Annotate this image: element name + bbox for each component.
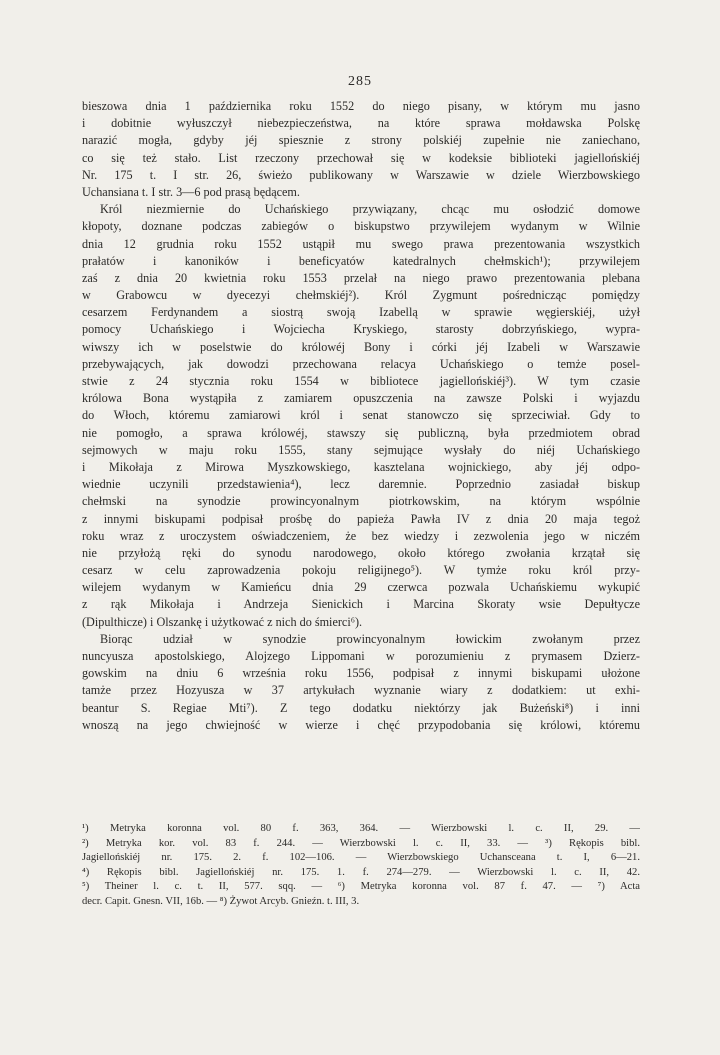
body-line: i dobitnie wyłuszczył niebezpieczeństwa, na które sprawa mołdawska Polskę (82, 116, 640, 131)
body-line: z innymi biskupami podpisał prośbę do papieża Pawła IV z dnia 20 maja tegoż (82, 511, 640, 526)
body-line: królowa Bona wystąpiła z zamiarem opuszczenia na zawsze Polski i wyjazdu (82, 391, 640, 406)
body-line: bieszowa dnia 1 października roku 1552 do niego pisany, w którym mu jasno (82, 99, 640, 113)
body-line: Biorąc udział w synodzie prowincyonalnym łowickim zwołanym przez (100, 631, 640, 646)
footnote-line: ¹) Metryka koronna vol. 80 f. 363, 364. — Wierzbowski l. c. II, 29. — (82, 823, 640, 834)
body-line: wiednie uczynili przedstawienia⁴), lecz daremnie. Poprzednio zasiadał biskup (82, 477, 640, 492)
body-line: wiwszy ich w poselstwie do królowéj Bony i córki jéj Izabeli w Warszawie (82, 339, 640, 354)
body-line: beantur S. Regiae Mti⁷). Z tego dodatku niektórzy jak Bużeński⁸) i inni (82, 700, 640, 715)
body-line: tamże przez Hozyusza w 37 artykułach wyznanie wiary z dodatkiem: ut exhi- (82, 683, 640, 698)
body-line: kłopoty, doznane podczas zabiegów o biskupstwo przywilejem wydanym w Wilnie (82, 219, 640, 234)
body-line: stwie z 24 stycznia roku 1554 w bibliotece jagiellońskiéj³). W tym czasie (82, 374, 640, 388)
body-line: gowskim na dniu 6 września roku 1556, podpisał z innymi biskupami ułożone (82, 666, 640, 681)
page-number: 285 (348, 74, 372, 89)
body-line: wilejem wydanym w Kamieńcu dnia 29 czerwca pozwala Uchańskiemu wykupić (82, 580, 640, 595)
body-line: przebywających, jak dowodzi przechowana relacya Uchańskiego o temże posel- (82, 356, 640, 371)
body-line: do Włoch, któremu zamiarowi król i senat stanowczo się sprzeciwiał. Gdy to (82, 408, 640, 423)
footnote-line: ⁴) Rękopis bibl. Jagiellońskiéj nr. 175. 1. f. 274—279. — Wierzbowski l. c. II, 42. (82, 866, 640, 878)
body-line: Król niezmiernie do Uchańskiego przywiązany, chcąc mu osłodzić domowe (100, 202, 640, 217)
body-line: Nr. 175 t. I str. 26, świeżo publikowany w Warszawie w dziele Wierzbowskiego (82, 167, 640, 182)
footnote-line: ⁵) Theiner l. c. t. II, 577. sqq. — ⁶) Metryka koronna vol. 87 f. 47. — ⁷) Acta (82, 881, 640, 893)
footnotes (82, 822, 640, 910)
body-line: sejmowych w maju roku 1555, stany sejmujące wysłały do niéj Uchańskiego (82, 442, 640, 457)
body-line: dnia 12 grudnia roku 1552 ustąpił mu swego prawa prezentowania wszystkich (82, 236, 640, 251)
body-line: nie pomogło, a sprawa królowéj, stawszy się publiczną, była przedmiotem obrad (82, 425, 640, 440)
body-line: i Mikołaja z Mirowa Myszkowskiego, kasztelana wojnickiego, aby jéj odpo- (82, 459, 640, 474)
body-line: nie przyłożą ręki do synodu narodowego, około którego zwołania krzątał się (82, 545, 640, 560)
body-line: cesarz w celu zaprowadzenia pokoju religijnego⁵). W tymże roku król przy- (82, 563, 640, 578)
body-line: prałatów i kanoników i beneficyatów katedralnych chełmskich¹); przywilejem (82, 253, 640, 268)
body-line: (Dipulthicze) i Olszankę i użytkować z nich do śmierci⁶). (82, 614, 363, 629)
body-line: Uchansiana t. I str. 3—6 pod prasą będącem. (82, 184, 300, 199)
footnote-line: ²) Metryka kor. vol. 83 f. 244. — Wierzbowski l. c. II, 33. — ³) Rękopis bibl. (82, 837, 640, 849)
body-line: chełmski na synodzie prowincyonalnym piotrkowskim, na którym wspólnie (82, 494, 640, 509)
footnote-line: decr. Capit. Gnesn. VII, 16b. — ⁸) Żywot Arcyb. Gnieźn. t. III, 3. (82, 895, 360, 907)
body-line: zaś z dnia 20 kwietnia roku 1553 przelał na niego prawo prezentowania plebana (82, 270, 640, 285)
body-line: z rąk Mikołaja i Andrzeja Sienickich i Marcina Skoraty wsie Depułtycze (82, 597, 640, 612)
body-line: w Grabowcu w dyecezyi chełmskiéj²). Król Zygmunt pośrednicząc pomiędzy (82, 288, 640, 303)
body-line: pomocy Uchańskiego i Wojciecha Kryskiego, starosty dobrzyńskiego, wypra- (82, 322, 640, 337)
body-line: roku wraz z uroczystem oświadczeniem, że bez wiedzy i zezwolenia jego w niczém (82, 528, 640, 543)
body-line: co się też stało. List rzeczony przechował się w kodeksie biblioteki jagiellońskiéj (82, 150, 640, 165)
body-line: cesarzem Ferdynandem a siostrą swoją Izabellą w sprawie węgierskiéj, użył (82, 305, 640, 320)
body-line: narazić mogła, gdyby jéj spiesznie z strony polskiéj zupełnie nie zaniechano, (82, 133, 640, 148)
body-line: wnoszą na jego chwiejność w wierze i chęć przypodobania się królowi, któremu (82, 717, 640, 732)
body-line: nuncyusza apostolskiego, Alojzego Lippomani w porozumieniu z prymasem Dzierz- (82, 649, 640, 663)
footnote-line: Jagiellońskiéj nr. 175. 2. f. 102—106. — Wierzbowskiego Uchansceana t. I, 6—21. (82, 852, 640, 864)
body-text (82, 98, 640, 734)
